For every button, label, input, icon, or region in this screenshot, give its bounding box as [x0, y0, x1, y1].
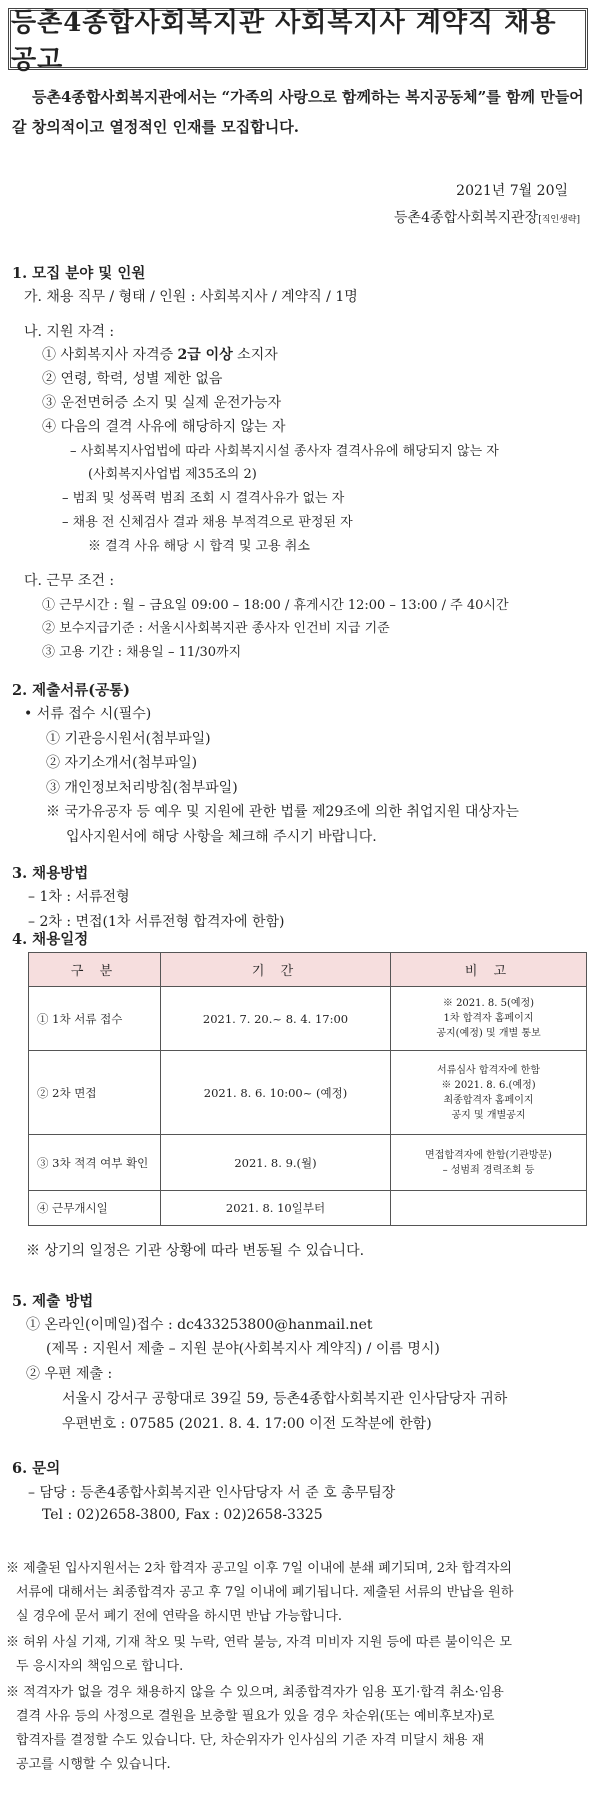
section2-note-2: 입사지원서에 해당 사항을 체크해 주시기 바랍니다. [66, 829, 377, 845]
footnote-3-line-4: 공고를 시행할 수 있습니다. [16, 1757, 171, 1772]
condition-2: ② 보수지급기준 : 서울시사회복지관 종사자 인건비 지급 기준 [42, 621, 390, 636]
disqualification-1: – 사회복지사업법에 따라 사회복지시설 종사자 결격사유에 해당되지 않는 자 [70, 444, 499, 459]
schedule-table [28, 952, 587, 1226]
section1-ga: 가. 채용 직무 / 형태 / 인원 : 사회복지사 / 계약직 / 1명 [24, 289, 358, 305]
schedule-step: ④ 근무개시일 [29, 1191, 161, 1226]
schedule-header-notes: 비 고 [391, 953, 587, 987]
schedule-note-line: 서류심사 합격자에 한함 [437, 1064, 540, 1076]
qualification-2: ② 연령, 학력, 성별 제한 없음 [42, 371, 223, 387]
section3-title: 3. 채용방법 [12, 865, 89, 882]
condition-3: ③ 고용 기간 : 채용일 – 11/30까지 [42, 645, 242, 660]
disqualification-note: ※ 결격 사유 해당 시 합격 및 고용 취소 [88, 539, 310, 554]
footnote-3-line-1: ※ 적격자가 없을 경우 채용하지 않을 수 있으며, 최종합격자가 임용 포기·합격 취소·임용 [6, 1685, 504, 1700]
submit-post: ② 우편 제출 : [26, 1366, 113, 1382]
qualification-1: ① 사회복지사 자격증 2급 이상 소지자 [42, 347, 278, 363]
schedule-period: 2021. 8. 6. 10:00~ (예정) [161, 1051, 391, 1135]
footnote-1-line-1: ※ 제출된 입사지원서는 2차 합격자 공고일 이후 7일 이내에 분쇄 폐기되며, 2차 합격자의 [6, 1561, 512, 1576]
table-row [29, 1191, 587, 1226]
table-row [29, 1135, 587, 1191]
contact-phone: Tel : 02)2658-3800, Fax : 02)2658-3325 [42, 1507, 323, 1523]
issuer [394, 207, 580, 227]
schedule-note-line: – 성범죄 경력조회 등 [442, 1164, 535, 1176]
notice-date: 2021년 7월 20일 [456, 183, 568, 199]
document-2: ② 자기소개서(첨부파일) [46, 755, 198, 771]
condition-1: ① 근무시간 : 월 – 금요일 09:00 – 18:00 / 휴게시간 12:00 – 13:00 / 주 40시간 [42, 598, 509, 613]
footnote-2-line-1: ※ 허위 사실 기재, 기재 착오 및 누락, 연락 불능, 자격 미비자 지원 등에 따른 불이익은 모 [6, 1635, 512, 1650]
schedule-note-line: 공지(예정) 및 개별 통보 [436, 1028, 541, 1039]
footnote-3-line-3: 합격자를 결정할 수도 있습니다. 단, 차순위자가 인사심의 기준 자격 미달시 채용 재 [16, 1733, 485, 1748]
schedule-period: 2021. 7. 20.~ 8. 4. 17:00 [161, 987, 391, 1051]
issuer-name: 등촌4종합사회복지관장 [394, 210, 539, 226]
qualification-3: ③ 운전면허증 소지 및 실제 운전가능자 [42, 395, 282, 411]
page-title: 등촌4종합사회복지관 사회복지사 계약직 채용 공고 [8, 8, 588, 70]
schedule-notes [391, 1191, 587, 1226]
section5-title: 5. 제출 방법 [12, 1293, 94, 1310]
schedule-step: ② 2차 면접 [29, 1051, 161, 1135]
submit-address: 서울시 강서구 공항대로 39길 59, 등촌4종합사회복지관 인사담당자 귀하 [62, 1391, 508, 1407]
schedule-step: ① 1차 서류 접수 [29, 987, 161, 1051]
section2-title: 2. 제출서류(공통) [12, 682, 130, 699]
schedule-header-row [29, 953, 587, 987]
table-row [29, 1051, 587, 1135]
schedule-note-line: 면접합격자에 한함(기관방문) [425, 1149, 552, 1161]
schedule-header-period: 기 간 [161, 953, 391, 987]
method-1: – 1차 : 서류전형 [28, 889, 130, 905]
document-3: ③ 개인정보처리방침(첨부파일) [46, 780, 238, 796]
schedule-step: ③ 3차 적격 여부 확인 [29, 1135, 161, 1191]
disqualification-3: – 채용 전 신체검사 결과 채용 부적격으로 판정된 자 [62, 515, 353, 530]
seal-note: [직인생략] [538, 215, 580, 225]
footnote-1-line-2: 서류에 대해서는 최종합격자 공고 후 7일 이내에 폐기됩니다. 제출된 서류의 반납을 원하 [16, 1585, 514, 1600]
schedule-period: 2021. 8. 10일부터 [161, 1191, 391, 1226]
contact-person: – 담당 : 등촌4종합사회복지관 인사담당자 서 준 호 총무팀장 [28, 1485, 396, 1501]
section2-bullet: • 서류 접수 시(필수) [24, 706, 152, 722]
schedule-note: ※ 상기의 일정은 기관 상황에 따라 변동될 수 있습니다. [26, 1243, 365, 1259]
schedule-period: 2021. 8. 9.(월) [161, 1135, 391, 1191]
intro-line-1: 등촌4종합사회복지관에서는 “가족의 사랑으로 함께하는 복지공동체”를 함께 만들어 [32, 88, 584, 106]
method-2: – 2차 : 면접(1차 서류전형 합격자에 한함) [28, 914, 285, 930]
intro-line-2: 갈 창의적이고 열정적인 인재를 모집합니다. [12, 118, 299, 136]
submit-zip: 우편번호 : 07585 (2021. 8. 4. 17:00 이전 도착분에 한함) [62, 1416, 432, 1432]
disqualification-1-law: (사회복지사업법 제35조의 2) [88, 467, 257, 482]
section2-note-1: ※ 국가유공자 등 예우 및 지원에 관한 법률 제29조에 의한 취업지원 대상자는 [46, 804, 519, 820]
schedule-header-step: 구 분 [29, 953, 161, 987]
section1-da: 다. 근무 조건 : [24, 573, 115, 589]
submit-online: ① 온라인(이메일)접수 : dc433253800@hanmail.net [26, 1317, 373, 1333]
schedule-note-line: ※ 2021. 8. 6.(예정) [441, 1079, 536, 1091]
schedule-notes [391, 1051, 587, 1135]
schedule-note-line: 공지 및 개별공지 [451, 1109, 526, 1121]
table-row [29, 987, 587, 1051]
schedule-note-line: 1차 합격자 홈페이지 [443, 1013, 534, 1024]
schedule-note-line: ※ 2021. 8. 5(예정) [442, 998, 535, 1009]
schedule-notes [391, 1135, 587, 1191]
disqualification-2: – 범죄 및 성폭력 범죄 조회 시 결격사유가 없는 자 [62, 491, 345, 506]
footnote-2-line-2: 두 응시자의 책임으로 합니다. [16, 1659, 184, 1674]
section6-title: 6. 문의 [12, 1460, 61, 1477]
footnote-3-line-2: 결격 사유 등의 사정으로 결원을 보충할 필요가 있을 경우 차순위(또는 예비후보자)로 [16, 1709, 495, 1724]
section1-title: 1. 모집 분야 및 인원 [12, 265, 146, 282]
document-1: ① 기관응시원서(첨부파일) [46, 731, 211, 747]
schedule-note-line: 최종합격자 홈페이지 [443, 1094, 534, 1106]
schedule-notes [391, 987, 587, 1051]
qualification-4: ④ 다음의 결격 사유에 해당하지 않는 자 [42, 419, 286, 435]
section4-title: 4. 채용일정 [12, 931, 89, 948]
section1-na: 나. 지원 자격 : [24, 324, 115, 340]
submit-online-subject: (제목 : 지원서 제출 – 지원 분야(사회복지사 계약직) / 이름 명시) [46, 1341, 440, 1357]
footnote-1-line-3: 실 경우에 문서 폐기 전에 연락을 하시면 반납 가능합니다. [16, 1609, 343, 1624]
